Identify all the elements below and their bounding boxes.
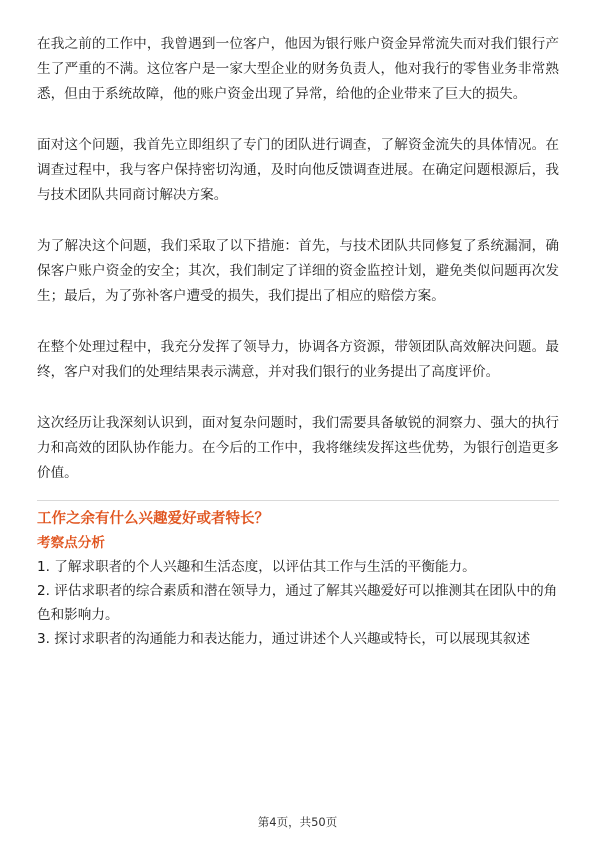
analysis-item-3: 3. 探讨求职者的沟通能力和表达能力，通过讲述个人兴趣或特长，可以展现其叙述 [37,631,531,647]
paragraph-2: 面对这个问题，我首先立即组织了专门的团队进行调查，了解资金流失的具体情况。在调查过程中，我与客户保持密切沟通，及时向他反馈调查进展。在确定问题根源后，我与技术团队共同商讨解决方案。 [37,137,559,203]
analysis-item-2: 2. 评估求职者的综合素质和潜在领导力，通过了解其兴趣爱好可以推测其在团队中的角色和影响力。 [37,583,558,623]
paragraph-1: 在我之前的工作中，我曾遇到一位客户，他因为银行账户资金异常流失而对我们银行产生了严重的不满。这位客户是一家大型企业的财务负责人，他对我行的零售业务非常熟悉，但由于系统故障，他的账户资金出现了异常，给他的企业带来了巨大的损失。 [37,36,559,102]
analysis-item-1: 1. 了解求职者的个人兴趣和生活态度，以评估其工作与生活的平衡能力。 [37,559,476,575]
question-heading: 工作之余有什么兴趣爱好或者特长？ [37,511,269,527]
document-body [37,32,559,651]
paragraph-4: 在整个处理过程中，我充分发挥了领导力，协调各方资源，带领团队高效解决问题。最终，客户对我们的处理结果表示满意，并对我们银行的业务提出了高度评价。 [37,339,559,380]
section-divider [37,500,559,501]
page-number-footer: 第4页，共50页 [257,815,338,829]
analysis-list [37,555,559,651]
paragraph-3: 为了解决这个问题，我们采取了以下措施：首先，与技术团队共同修复了系统漏洞，确保客户账户资金的安全；其次，我们制定了详细的资金监控计划，避免类似问题再次发生；最后，为了弥补客户遭受的损失，我们提出了相应的赔偿方案。 [37,238,559,304]
analysis-title: 考察点分析 [37,535,105,551]
paragraph-5: 这次经历让我深刻认识到，面对复杂问题时，我们需要具备敏锐的洞察力、强大的执行力和高效的团队协作能力。在今后的工作中，我将继续发挥这些优势，为银行创造更多价值。 [37,415,559,481]
